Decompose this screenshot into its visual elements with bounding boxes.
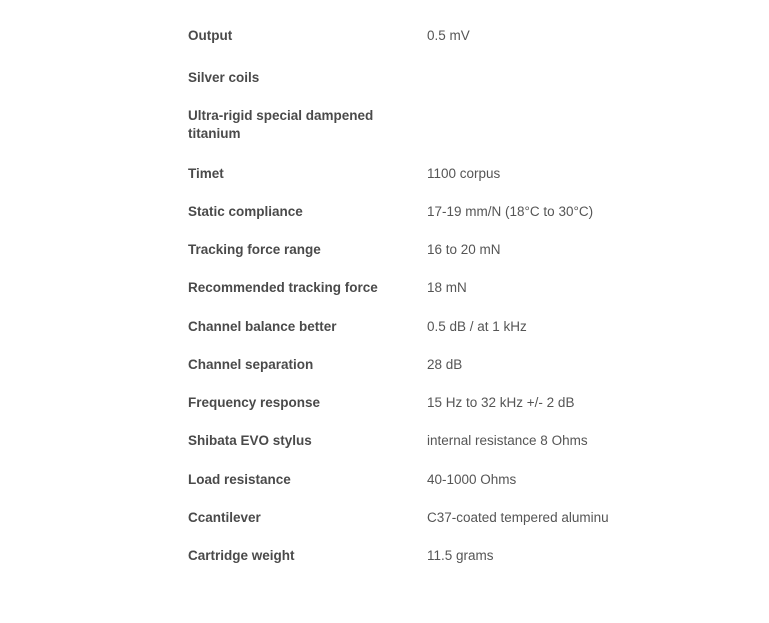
spec-label-text: Ultra-rigid special dampened titanium (188, 108, 374, 141)
spec-value: C37-coated tempered aluminu (427, 510, 609, 525)
spec-value: 17-19 mm/N (18°C to 30°C) (427, 204, 594, 219)
spec-value: 11.5 grams (427, 548, 494, 563)
spec-row-static-compliance (188, 201, 668, 239)
spec-label: Ccantilever (188, 510, 261, 525)
spec-label: Frequency response (188, 395, 321, 410)
spec-label: Tracking force range (188, 242, 321, 257)
spec-label: Recommended tracking force (188, 280, 378, 295)
spec-row-silver-coils (188, 67, 668, 105)
spec-value: internal resistance 8 Ohms (427, 433, 588, 448)
spec-label: Shibata EVO stylus (188, 433, 312, 448)
spec-value: 0.5 mV (427, 28, 470, 43)
spec-row-frequency-response (188, 392, 668, 430)
spec-label: Load resistance (188, 472, 291, 487)
spec-value: 15 Hz to 32 kHz +/- 2 dB (427, 395, 575, 410)
spec-value: 28 dB (427, 357, 463, 372)
spec-row-recommended-tracking-force (188, 277, 668, 316)
spec-row-tracking-force-range (188, 239, 668, 277)
spec-row-titanium (188, 105, 668, 163)
spec-label: Silver coils (188, 70, 260, 85)
spec-label (188, 107, 427, 143)
spec-label: Timet (188, 166, 224, 181)
spec-row-cartridge-weight (188, 545, 668, 583)
spec-table (188, 25, 668, 583)
spec-row-channel-separation (188, 354, 668, 392)
spec-row-cantilever (188, 507, 668, 545)
spec-value: 16 to 20 mN (427, 242, 501, 257)
spec-row-channel-balance (188, 316, 668, 354)
spec-label: Channel balance better (188, 319, 337, 334)
spec-row-output (188, 25, 668, 67)
spec-row-shibata-stylus (188, 430, 668, 469)
spec-row-timet (188, 163, 668, 201)
spec-value: 1100 corpus (427, 166, 501, 181)
spec-label: Output (188, 28, 233, 43)
spec-label: Channel separation (188, 357, 314, 372)
spec-row-load-resistance (188, 469, 668, 507)
spec-label: Static compliance (188, 204, 303, 219)
spec-value: 0.5 dB / at 1 kHz (427, 319, 527, 334)
spec-value: 18 mN (427, 280, 467, 295)
spec-value: 40-1000 Ohms (427, 472, 517, 487)
spec-label: Cartridge weight (188, 548, 295, 563)
